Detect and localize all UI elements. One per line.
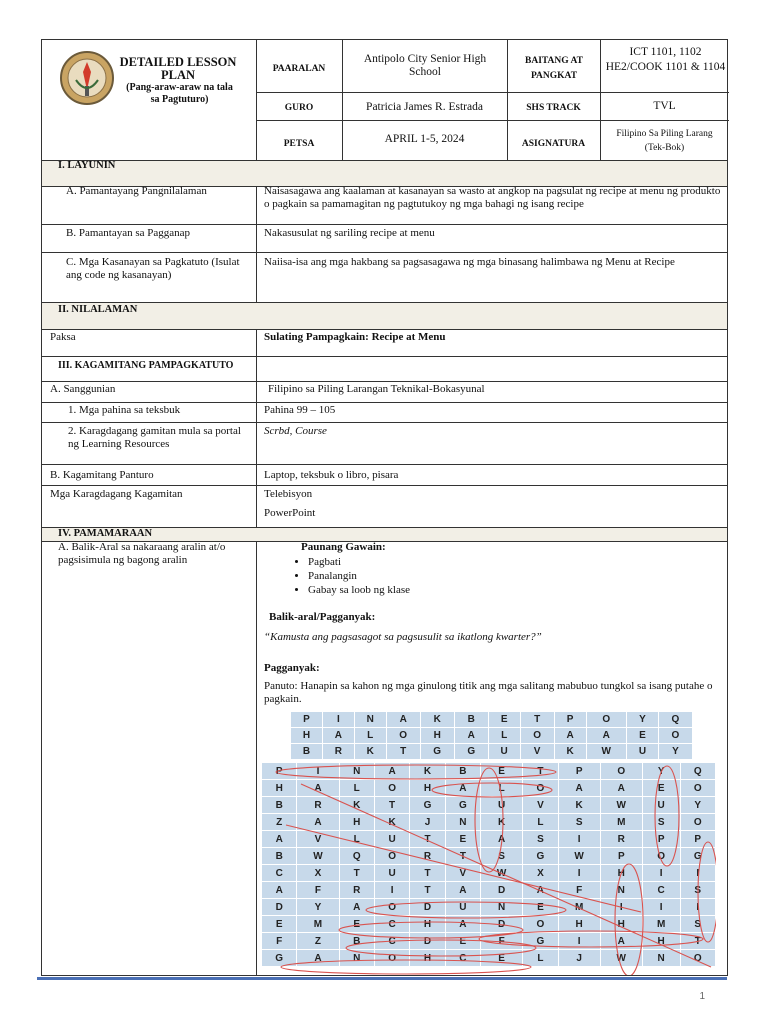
preview-cell: O [658, 728, 692, 744]
puzzle-cell: I [558, 865, 600, 882]
puzzle-cell: B [262, 848, 297, 865]
panuto-text: Panuto: Hanapin sa kahon ng mga ginulong titik ang mga salitang mabubuo tungkol sa isang putahe o pagkain. [264, 680, 713, 705]
page-number: 1 [699, 991, 705, 1002]
puzzle-cell: E [481, 950, 523, 967]
preview-cell: H [291, 728, 323, 744]
puzzle-cell: H [262, 780, 297, 797]
puzzle-cell: A [558, 780, 600, 797]
puzzle-cell: W [481, 865, 523, 882]
puzzle-cell: J [558, 950, 600, 967]
preview-cell: G [454, 744, 488, 760]
puzzle-cell: R [297, 797, 339, 814]
preview-cell: P [554, 712, 586, 728]
preview-cell: H [420, 728, 454, 744]
puzzle-cell: G [445, 797, 480, 814]
puzzle-cell: S [523, 831, 558, 848]
preview-cell: A [386, 712, 420, 728]
balik-aral-quote: “Kamusta ang pagsasagot sa pagsusulit sa ikatlong kwarter?” [264, 631, 542, 643]
puzzle-row [262, 814, 716, 831]
puzzle-cell: D [262, 899, 297, 916]
puzzle-cell: N [445, 814, 480, 831]
preview-cell: B [454, 712, 488, 728]
preview-cell: Y [627, 712, 659, 728]
puzzle-cell: P [558, 763, 600, 780]
petsa-label: PETSA [283, 139, 315, 149]
puzzle-cell: U [374, 831, 409, 848]
puzzle-cell: I [642, 865, 680, 882]
plan-subtitle: (Pang-araw-araw na tala sa Pagtuturo) [126, 82, 233, 105]
pamantayan-pagganap-value: Nakasusulat ng sariling recipe at menu [264, 227, 435, 239]
puzzle-cell: O [523, 916, 558, 933]
puzzle-row [262, 797, 716, 814]
puzzle-cell: C [262, 865, 297, 882]
preview-cell: L [488, 728, 520, 744]
puzzle-cell: F [481, 933, 523, 950]
puzzle-cell: O [680, 814, 716, 831]
karagdagang-kagamitan-value-1: Telebisyon [264, 488, 313, 500]
mga-pahina-value: Pahina 99 – 105 [264, 404, 336, 416]
section-nilalaman-heading: II. NILALAMAN [58, 304, 138, 315]
puzzle-cell: O [374, 950, 409, 967]
puzzle-cell: N [600, 882, 642, 899]
puzzle-cell: W [600, 950, 642, 967]
puzzle-cell: A [523, 882, 558, 899]
puzzle-cell: F [558, 882, 600, 899]
puzzle-cell: Q [680, 763, 716, 780]
puzzle-cell: A [262, 882, 297, 899]
section-layunin-heading: I. LAYUNIN [58, 160, 116, 171]
paaralan-label: PAARALAN [272, 64, 326, 74]
puzzle-cell: U [642, 797, 680, 814]
puzzle-cell: I [558, 831, 600, 848]
puzzle-row [262, 865, 716, 882]
puzzle-cell: I [600, 899, 642, 916]
puzzle-cell: M [600, 814, 642, 831]
puzzle-cell: G [523, 848, 558, 865]
puzzle-cell: D [481, 916, 523, 933]
puzzle-cell: Y [680, 797, 716, 814]
puzzle-row [262, 831, 716, 848]
preview-cell: E [488, 712, 520, 728]
puzzle-cell: U [481, 797, 523, 814]
puzzle-cell: C [374, 916, 409, 933]
puzzle-cell: B [262, 797, 297, 814]
puzzle-cell: G [410, 797, 445, 814]
section-pamamaraan-heading: IV. PAMAMARAAN [58, 528, 153, 539]
puzzle-cell: T [410, 882, 445, 899]
puzzle-cell: O [680, 950, 716, 967]
puzzle-cell: G [262, 950, 297, 967]
mga-pahina-label: 1. Mga pahina sa teksbuk [68, 404, 181, 416]
puzzle-cell: I [680, 899, 716, 916]
puzzle-cell: O [374, 899, 409, 916]
puzzle-cell: E [445, 831, 480, 848]
logo-cell [42, 40, 256, 161]
puzzle-row [262, 780, 716, 797]
puzzle-cell: P [600, 848, 642, 865]
balik-aral-label: A. Balik-Aral sa nakaraang aralin at/o pagsisimula ng bagong aralin [58, 541, 226, 566]
word-search-puzzle [261, 762, 716, 975]
puzzle-cell: D [410, 899, 445, 916]
sanggunian-label: A. Sanggunian [50, 383, 116, 395]
puzzle-cell: L [523, 950, 558, 967]
puzzle-cell: D [410, 933, 445, 950]
puzzle-cell: U [445, 899, 480, 916]
puzzle-cell: A [481, 831, 523, 848]
puzzle-cell: A [600, 933, 642, 950]
kagamitang-panturo-value: Laptop, teksbuk o libro, pisara [264, 469, 399, 481]
puzzle-row [262, 950, 716, 967]
puzzle-cell: K [374, 814, 409, 831]
puzzle-cell: K [558, 797, 600, 814]
puzzle-cell: I [680, 865, 716, 882]
karagdagang-gamitan-label: 2. Karagdagang gamitan mula sa portal ng Learning Resources [68, 425, 241, 450]
puzzle-cell: A [339, 899, 374, 916]
puzzle-cell: S [680, 882, 716, 899]
puzzle-cell: W [558, 848, 600, 865]
puzzle-cell: A [600, 780, 642, 797]
balik-aral-heading: Balik-aral/Pagganyak: [269, 611, 376, 623]
puzzle-cell: T [523, 763, 558, 780]
preview-cell: W [586, 744, 626, 760]
preview-cell: R [322, 744, 354, 760]
puzzle-cell: H [410, 950, 445, 967]
puzzle-row [262, 882, 716, 899]
puzzle-cell: E [523, 899, 558, 916]
preview-cell: K [354, 744, 386, 760]
preview-cell: E [627, 728, 659, 744]
footer-bar [37, 977, 727, 980]
preview-cell: I [322, 712, 354, 728]
puzzle-cell: E [642, 780, 680, 797]
puzzle-cell: D [481, 882, 523, 899]
puzzle-cell: P [680, 831, 716, 848]
puzzle-cell: W [600, 797, 642, 814]
sanggunian-value: Filipino sa Piling Larangan Teknikal-Bokasyunal [268, 383, 485, 395]
puzzle-cell: X [297, 865, 339, 882]
preview-cell: Y [658, 744, 692, 760]
guro-value: Patricia James R. Estrada [366, 101, 483, 113]
puzzle-cell: S [558, 814, 600, 831]
puzzle-row [262, 848, 716, 865]
puzzle-cell: A [374, 763, 409, 780]
preview-cell: L [354, 728, 386, 744]
puzzle-row [262, 933, 716, 950]
puzzle-cell: Z [297, 933, 339, 950]
puzzle-cell: E [481, 763, 523, 780]
puzzle-cell: X [523, 865, 558, 882]
puzzle-row [262, 899, 716, 916]
paunang-gawain-heading: Paunang Gawain: [301, 541, 386, 553]
puzzle-cell: H [600, 865, 642, 882]
puzzle-cell: S [481, 848, 523, 865]
puzzle-cell: P [642, 831, 680, 848]
karagdagang-gamitan-value: Scrbd, Course [264, 425, 327, 437]
puzzle-cell: L [481, 780, 523, 797]
puzzle-cell: B [445, 763, 480, 780]
puzzle-cell: M [297, 916, 339, 933]
puzzle-cell: E [339, 916, 374, 933]
paunang-gawain-item: • Panalangin [308, 569, 586, 583]
puzzle-cell: Q [339, 848, 374, 865]
puzzle-cell: M [558, 899, 600, 916]
puzzle-cell: Y [642, 763, 680, 780]
puzzle-cell: H [410, 780, 445, 797]
puzzle-cell: K [410, 763, 445, 780]
puzzle-cell: N [481, 899, 523, 916]
puzzle-cell: I [374, 882, 409, 899]
puzzle-cell: O [600, 763, 642, 780]
puzzle-cell: W [297, 848, 339, 865]
puzzle-cell: H [642, 933, 680, 950]
track-value: TVL [653, 100, 676, 112]
lesson-plan-table [41, 39, 728, 976]
preview-cell: K [420, 712, 454, 728]
puzzle-cell: Y [297, 899, 339, 916]
puzzle-cell: R [339, 882, 374, 899]
preview-cell: B [291, 744, 323, 760]
petsa-value: APRIL 1-5, 2024 [384, 133, 465, 145]
puzzle-cell: Z [262, 814, 297, 831]
puzzle-cell: K [339, 797, 374, 814]
puzzle-cell: I [558, 933, 600, 950]
puzzle-cell: T [339, 865, 374, 882]
puzzle-cell: R [410, 848, 445, 865]
school-seal-icon [56, 50, 118, 106]
puzzle-cell: V [523, 797, 558, 814]
puzzle-cell: N [642, 950, 680, 967]
pamantayan-pagganap-label: B. Pamantayan sa Pagganap [66, 227, 191, 239]
preview-row [291, 744, 693, 760]
puzzle-cell: H [339, 814, 374, 831]
puzzle-row [262, 916, 716, 933]
kasanayan-pagkatuto-value: Naiisa-isa ang mga hakbang sa pagsasagawa ng mga binasang halimbawa ng Menu at Recipe [264, 256, 675, 268]
puzzle-cell: O [642, 848, 680, 865]
puzzle-cell: A [445, 882, 480, 899]
preview-cell: O [586, 712, 626, 728]
puzzle-cell: O [680, 780, 716, 797]
pamantayang-pangnilalaman-label: A. Pamantayang Pangnilalaman [66, 185, 207, 197]
puzzle-cell: J [410, 814, 445, 831]
puzzle-cell: V [445, 865, 480, 882]
puzzle-cell: T [374, 797, 409, 814]
puzzle-cell: A [297, 814, 339, 831]
puzzle-row [262, 763, 716, 780]
puzzle-cell: I [642, 899, 680, 916]
paaralan-value: Antipolo City Senior High School [363, 53, 487, 78]
word-search-preview [290, 711, 693, 760]
plan-title-line2: PLAN [160, 68, 196, 82]
paunang-gawain-item: • Pagbati [308, 555, 586, 569]
puzzle-cell: I [297, 763, 339, 780]
puzzle-cell: U [374, 865, 409, 882]
asignatura-label: ASIGNATURA [521, 139, 586, 149]
preview-cell: O [386, 728, 420, 744]
puzzle-cell: O [374, 780, 409, 797]
pamantayang-pangnilalaman-value: Naisasagawa ang kaalaman at kasanayan sa wasto at angkop na pagsulat ng recipe at menu ng produkto o pagkain sa pamamagitan ng pagtutukoy ng mga bahagi ng isang recipe [264, 185, 721, 210]
paksa-value: Sulating Pampagkain: Recipe at Menu [264, 331, 446, 343]
puzzle-cell: N [339, 950, 374, 967]
pagganyak-heading: Pagganyak: [264, 662, 320, 674]
kasanayan-pagkatuto-label: C. Mga Kasanayan sa Pagkatuto (Isulat ang code ng kasanayan) [66, 256, 240, 281]
preview-cell: P [291, 712, 323, 728]
puzzle-cell: L [339, 780, 374, 797]
puzzle-cell: K [481, 814, 523, 831]
puzzle-cell: C [374, 933, 409, 950]
preview-cell: A [454, 728, 488, 744]
asignatura-value: Filipino Sa Piling Larang (Tek-Bok) [616, 129, 713, 153]
puzzle-cell: L [523, 814, 558, 831]
paunang-gawain-item: • Gabay sa loob ng klase [308, 583, 586, 597]
preview-cell: K [554, 744, 586, 760]
puzzle-cell: A [262, 831, 297, 848]
puzzle-cell: L [339, 831, 374, 848]
puzzle-cell: H [600, 916, 642, 933]
preview-cell: T [520, 712, 554, 728]
preview-cell: A [586, 728, 626, 744]
paksa-label: Paksa [50, 331, 76, 343]
track-label: SHS TRACK [526, 103, 581, 113]
puzzle-cell: E [445, 933, 480, 950]
preview-row [291, 728, 693, 744]
puzzle-cell: T [445, 848, 480, 865]
puzzle-cell: V [297, 831, 339, 848]
puzzle-cell: A [445, 916, 480, 933]
puzzle-cell: F [262, 933, 297, 950]
puzzle-cell: H [558, 916, 600, 933]
plan-title-line1: DETAILED LESSON [119, 55, 237, 69]
section-kagamitan-heading: III. KAGAMITANG PAMPAGKATUTO [58, 360, 234, 371]
puzzle-cell: T [410, 865, 445, 882]
preview-cell: O [520, 728, 554, 744]
puzzle-cell: R [600, 831, 642, 848]
puzzle-cell: G [680, 848, 716, 865]
puzzle-cell: P [262, 763, 297, 780]
paunang-gawain-list [286, 555, 586, 597]
puzzle-cell: A [297, 950, 339, 967]
preview-cell: V [520, 744, 554, 760]
preview-cell: A [322, 728, 354, 744]
guro-label: GURO [284, 103, 314, 113]
karagdagang-kagamitan-value-2: PowerPoint [264, 507, 316, 519]
preview-cell: U [627, 744, 659, 760]
puzzle-cell: O [374, 848, 409, 865]
puzzle-cell: S [680, 916, 716, 933]
puzzle-cell: E [262, 916, 297, 933]
puzzle-cell: H [410, 916, 445, 933]
puzzle-cell: F [297, 882, 339, 899]
puzzle-cell: C [445, 950, 480, 967]
puzzle-cell: B [339, 933, 374, 950]
baitang-value-line1: ICT 1101, 1102 [629, 46, 702, 58]
puzzle-cell: A [297, 780, 339, 797]
puzzle-cell: C [642, 882, 680, 899]
preview-cell: Q [658, 712, 692, 728]
puzzle-cell: N [339, 763, 374, 780]
baitang-value [602, 45, 729, 75]
preview-row [291, 712, 693, 728]
puzzle-cell: T [680, 933, 716, 950]
puzzle-cell: T [410, 831, 445, 848]
karagdagang-kagamitan-label: Mga Karagdagang Kagamitan [50, 488, 183, 500]
preview-cell: U [488, 744, 520, 760]
preview-cell: N [354, 712, 386, 728]
puzzle-cell: S [642, 814, 680, 831]
baitang-label: BAITANG AT PANGKAT [525, 56, 583, 81]
puzzle-cell: G [523, 933, 558, 950]
puzzle-cell: A [445, 780, 480, 797]
preview-cell: T [386, 744, 420, 760]
preview-cell: A [554, 728, 586, 744]
puzzle-cell: M [642, 916, 680, 933]
preview-cell: G [420, 744, 454, 760]
kagamitang-panturo-label: B. Kagamitang Panturo [50, 469, 154, 481]
puzzle-cell: O [523, 780, 558, 797]
baitang-value-line2: HE2/COOK 1101 & 1104 [605, 61, 726, 73]
